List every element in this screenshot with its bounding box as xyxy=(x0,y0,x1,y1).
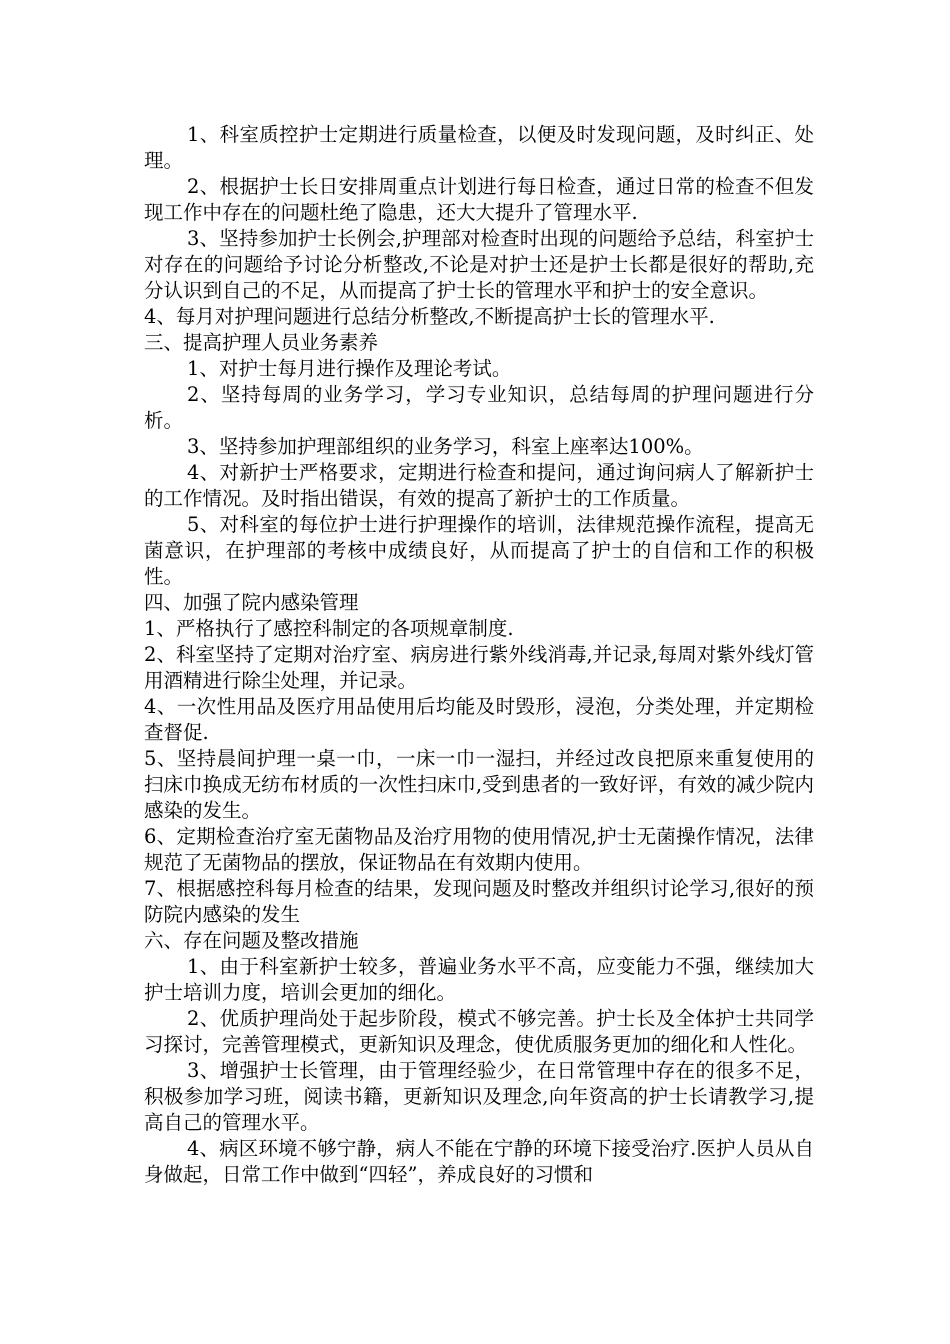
section-heading: 三、提高护理人员业务素养 xyxy=(144,331,379,354)
paragraph: 2、坚持每周的业务学习，学习专业知识，总结每周的护理问题进行分析。 xyxy=(144,383,814,432)
section-heading: 四、加强了院内感染管理 xyxy=(144,591,359,614)
paragraph: 1、科室质控护士定期进行质量检查，以便及时发现问题，及时纠正、处理。 xyxy=(144,123,814,172)
paragraph: 4、病区环境不够宁静，病人不能在宁静的环境下接受治疗.医护人员从自身做起，日常工作中做到“四轻”，养成良好的习惯和 xyxy=(144,1137,814,1186)
paragraph: 7、根据感控科每月检查的结果，发现问题及时整改并组织讨论学习,很好的预防院内感染的发生 xyxy=(144,877,814,926)
section-heading: 六、存在问题及整改措施 xyxy=(144,929,359,952)
paragraph: 4、对新护士严格要求，定期进行检查和提问，通过询问病人了解新护士的工作情况。及时指出错误，有效的提高了新护士的工作质量。 xyxy=(144,461,814,510)
paragraph: 2、科室坚持了定期对治疗室、病房进行紫外线消毒,并记录,每周对紫外线灯管用酒精进行除尘处理，并记录。 xyxy=(144,643,814,692)
paragraph: 1、对护士每月进行操作及理论考试。 xyxy=(187,357,512,380)
paragraph: 1、由于科室新护士较多，普遍业务水平不高，应变能力不强，继续加大护士培训力度，培训会更加的细化。 xyxy=(144,955,814,1004)
document-body xyxy=(144,122,814,1188)
paragraph: 4、一次性用品及医疗用品使用后均能及时毁形，浸泡，分类处理，并定期检查督促. xyxy=(144,695,814,744)
paragraph: 2、优质护理尚处于起步阶段，模式不够完善。护士长及全体护士共同学习探讨，完善管理模式，更新知识及理念，使优质服务更加的细化和人性化。 xyxy=(144,1007,814,1056)
paragraph: 4、每月对护理问题进行总结分析整改,不断提高护士长的管理水平. xyxy=(144,305,715,328)
paragraph: 5、对科室的每位护士进行护理操作的培训，法律规范操作流程，提高无菌意识，在护理部的考核中成绩良好，从而提高了护士的自信和工作的积极性。 xyxy=(144,513,814,588)
paragraph: 3、坚持参加护理部组织的业务学习，科室上座率达100%。 xyxy=(187,435,704,458)
paragraph: 6、定期检查治疗室无菌物品及治疗用物的使用情况,护士无菌操作情况，法律规范了无菌物品的摆放，保证物品在有效期内使用。 xyxy=(144,825,814,874)
paragraph: 2、根据护士长日安排周重点计划进行每日检查，通过日常的检查不但发现工作中存在的问题杜绝了隐患，还大大提升了管理水平. xyxy=(144,175,814,224)
paragraph: 1、严格执行了感控科制定的各项规章制度. xyxy=(144,617,514,640)
paragraph: 3、增强护士长管理，由于管理经验少，在日常管理中存在的很多不足，积极参加学习班，阅读书籍，更新知识及理念,向年资高的护士长请教学习,提高自己的管理水平。 xyxy=(144,1059,814,1134)
paragraph: 3、坚持参加护士长例会,护理部对检查时出现的问题给予总结，科室护士对存在的问题给予讨论分析整改,不论是对护士还是护士长都是很好的帮助,充分认识到自己的不足，从而提高了护士长的管理水平和护士的安全意识。 xyxy=(144,227,814,302)
paragraph: 5、坚持晨间护理一桌一巾，一床一巾一湿扫，并经过改良把原来重复使用的扫床巾换成无纺布材质的一次性扫床巾,受到患者的一致好评，有效的减少院内感染的发生。 xyxy=(144,747,814,822)
